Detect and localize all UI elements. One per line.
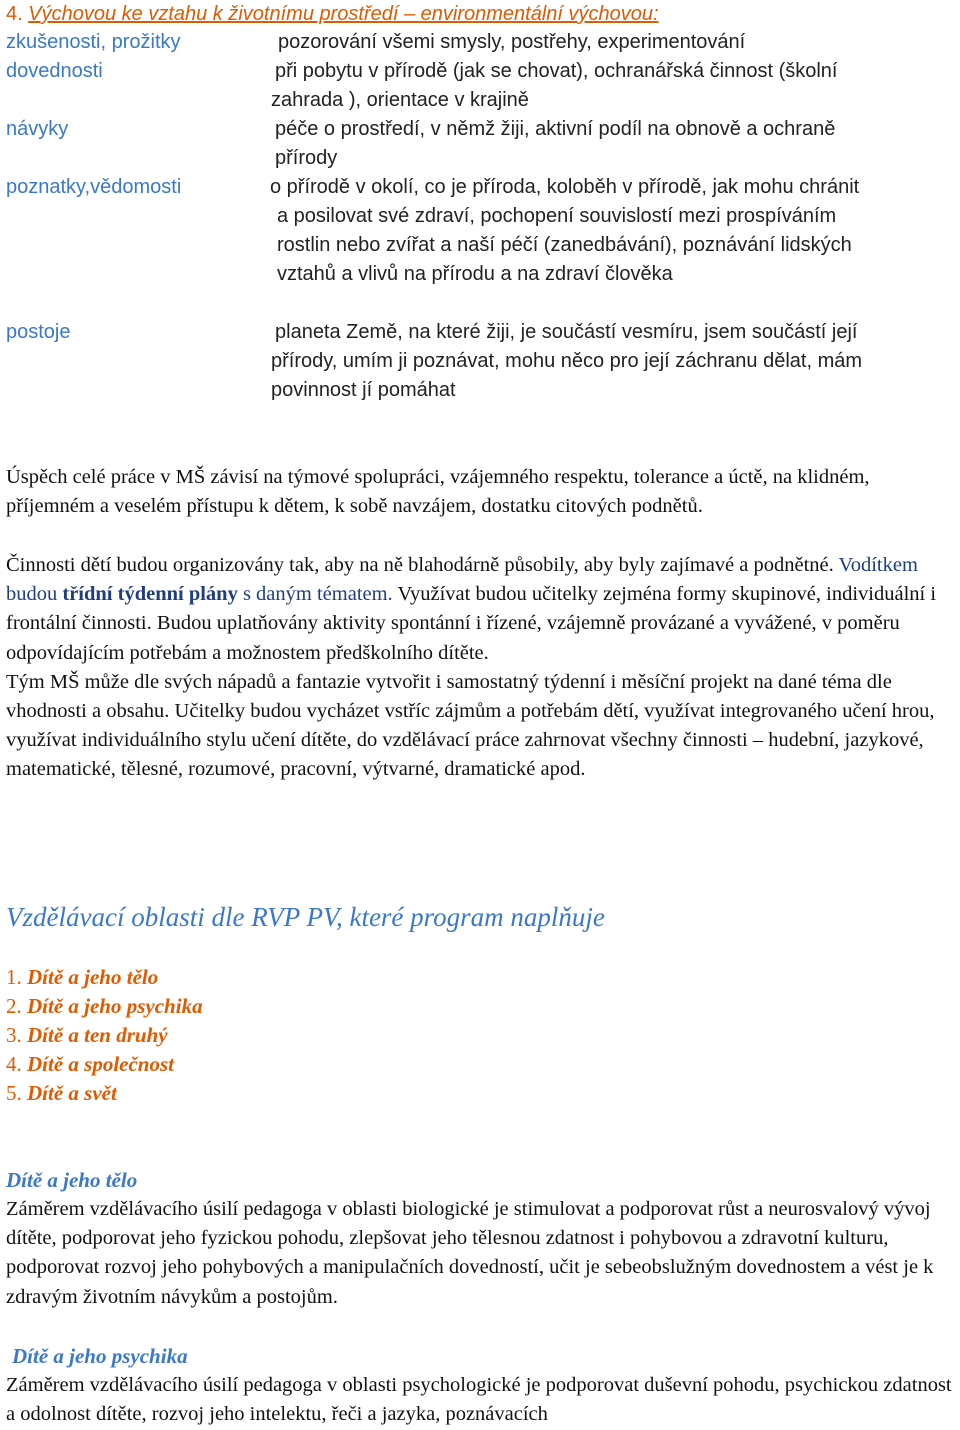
activities-text: Budou uplatňovány aktivity spontánní i řízené, vzájemně provázané a vyvážené, v poměru odpovídajícím potřebám a možnostem předškolního dítěte. — [6, 612, 900, 664]
row-label-knowledge: poznatky,vědomosti — [6, 176, 182, 198]
row-desc-knowledge-line: a posilovat své zdraví, pochopení souvislostí mezi prospíváním — [277, 205, 837, 227]
area-label: Dítě a jeho tělo — [27, 965, 159, 989]
activities-text: Činnosti dětí budou organizovány tak, aby na ně blahodárně působily, aby byly zajímavé a podnětné. — [6, 554, 834, 576]
row-label-skills: dovednosti — [6, 60, 103, 82]
row-desc-attitudes-line: povinnost jí pomáhat — [271, 379, 456, 401]
area-number: 3. — [6, 1023, 22, 1047]
activities-paragraph — [6, 551, 958, 785]
body-area-heading: Dítě a jeho tělo — [6, 1168, 138, 1192]
area-label: Dítě a ten druhý — [27, 1023, 168, 1047]
row-label-experiences: zkušenosti, prožitky — [6, 31, 181, 53]
row-desc-knowledge-line: o přírodě v okolí, co je příroda, koloběh v přírodě, jak mohu chránit — [270, 176, 860, 198]
row-desc-habits-line: přírody — [275, 147, 338, 169]
row-desc-skills-line: zahrada ), orientace v krajině — [271, 89, 529, 111]
activities-text: Učitelky budou vycházet vstříc zájmům a potřebám dětí, využívat integrovaného učení hrou, využívat individuálního stylu učení dítěte, do vzdělávací práce zahrnovat všechny činnosti – hudební, jazykové, matematické, tělesné, rozumové, pracovní, výtvarné, dramatické apod. — [6, 700, 935, 781]
list-item — [6, 1050, 203, 1079]
row-desc-attitudes-line: přírody, umím ji poznávat, mohu něco pro její záchranu dělat, mám — [271, 350, 863, 372]
section-4-title: Výchovou ke vztahu k životnímu prostředí – environmentální výchovou: — [28, 3, 659, 25]
list-item — [6, 992, 203, 1021]
list-item — [6, 1021, 203, 1050]
row-desc-experiences-line: pozorování všemi smysly, postřehy, experimentování — [278, 31, 746, 53]
area-number: 5. — [6, 1081, 22, 1105]
activities-text: Vodítkem budou — [6, 554, 918, 606]
psyche-area-heading: Dítě a jeho psychika — [12, 1344, 188, 1368]
row-desc-knowledge-line: rostlin nebo zvířat a naší péčí (zanedbávání), poznávání lidských — [277, 234, 852, 256]
areas-heading: Vzdělávací oblasti dle RVP PV, které program naplňuje — [6, 902, 605, 932]
area-label: Dítě a jeho psychika — [27, 994, 203, 1018]
area-number: 4. — [6, 1052, 22, 1076]
activities-text: s daným tématem. — [237, 583, 393, 606]
row-desc-habits-line: péče o prostředí, v němž žiji, aktivní podíl na obnově a ochraně — [275, 118, 836, 140]
area-label: Dítě a společnost — [27, 1052, 174, 1076]
activities-text: Využívat budou učitelky zejména formy skupinové, individuální i frontální činnosti. — [6, 583, 937, 635]
section-4-number: 4. — [6, 3, 23, 25]
body-area-text: Záměrem vzdělávacího úsilí pedagoga v oblasti biologické je stimulovat a podporovat růst a neurosvalový vývoj dítěte, podporovat jeho fyzickou pohodu, zlepšovat jeho tělesnou zdatnost i pohybovou a zdravotní kulturu, podporovat rozvoj jeho pohybových a manipulačních dovedností, učit je sebeobslužným dovednostem a vést je k zdravým životním návykům a postojům. — [6, 1198, 934, 1308]
area-label: Dítě a svět — [27, 1081, 117, 1105]
psyche-area-text: Záměrem vzdělávacího úsilí pedagoga v oblasti psychologické je podporovat duševní pohodu, psychickou zdatnost a odolnost dítěte, rozvoj jeho intelektu, řeči a jazyka, poznávacích — [6, 1374, 952, 1426]
activities-text: Tým MŠ může dle svých nápadů a fantazie vytvořit i samostatný týdenní i měsíční projekt na dané téma dle vhodnosti a obsahu. — [6, 670, 892, 723]
area-number: 1. — [6, 965, 22, 989]
area-number: 2. — [6, 994, 22, 1018]
list-item — [6, 1079, 203, 1108]
row-desc-skills-line: při pobytu v přírodě (jak se chovat), ochranářská činnost (školní — [275, 60, 838, 82]
weekly-plans-emphasis: třídní týdenní plány — [62, 583, 238, 606]
list-item — [6, 963, 203, 992]
row-label-attitudes: postoje — [6, 321, 71, 343]
row-label-habits: návyky — [6, 118, 69, 140]
row-desc-attitudes-line: planeta Země, na které žiji, je součástí vesmíru, jsem součástí její — [275, 321, 858, 343]
section-4-heading — [6, 0, 659, 28]
row-desc-knowledge-line: vztahů a vlivů na přírodu a na zdraví člověka — [277, 263, 673, 285]
teamwork-paragraph: Úspěch celé práce v MŠ závisí na týmové spolupráci, vzájemného respektu, tolerance a úctě, na klidném, příjemném a veselém přístupu k dětem, k sobě navzájem, dostatku citových podnětů. — [6, 466, 870, 518]
areas-list — [6, 963, 203, 1108]
